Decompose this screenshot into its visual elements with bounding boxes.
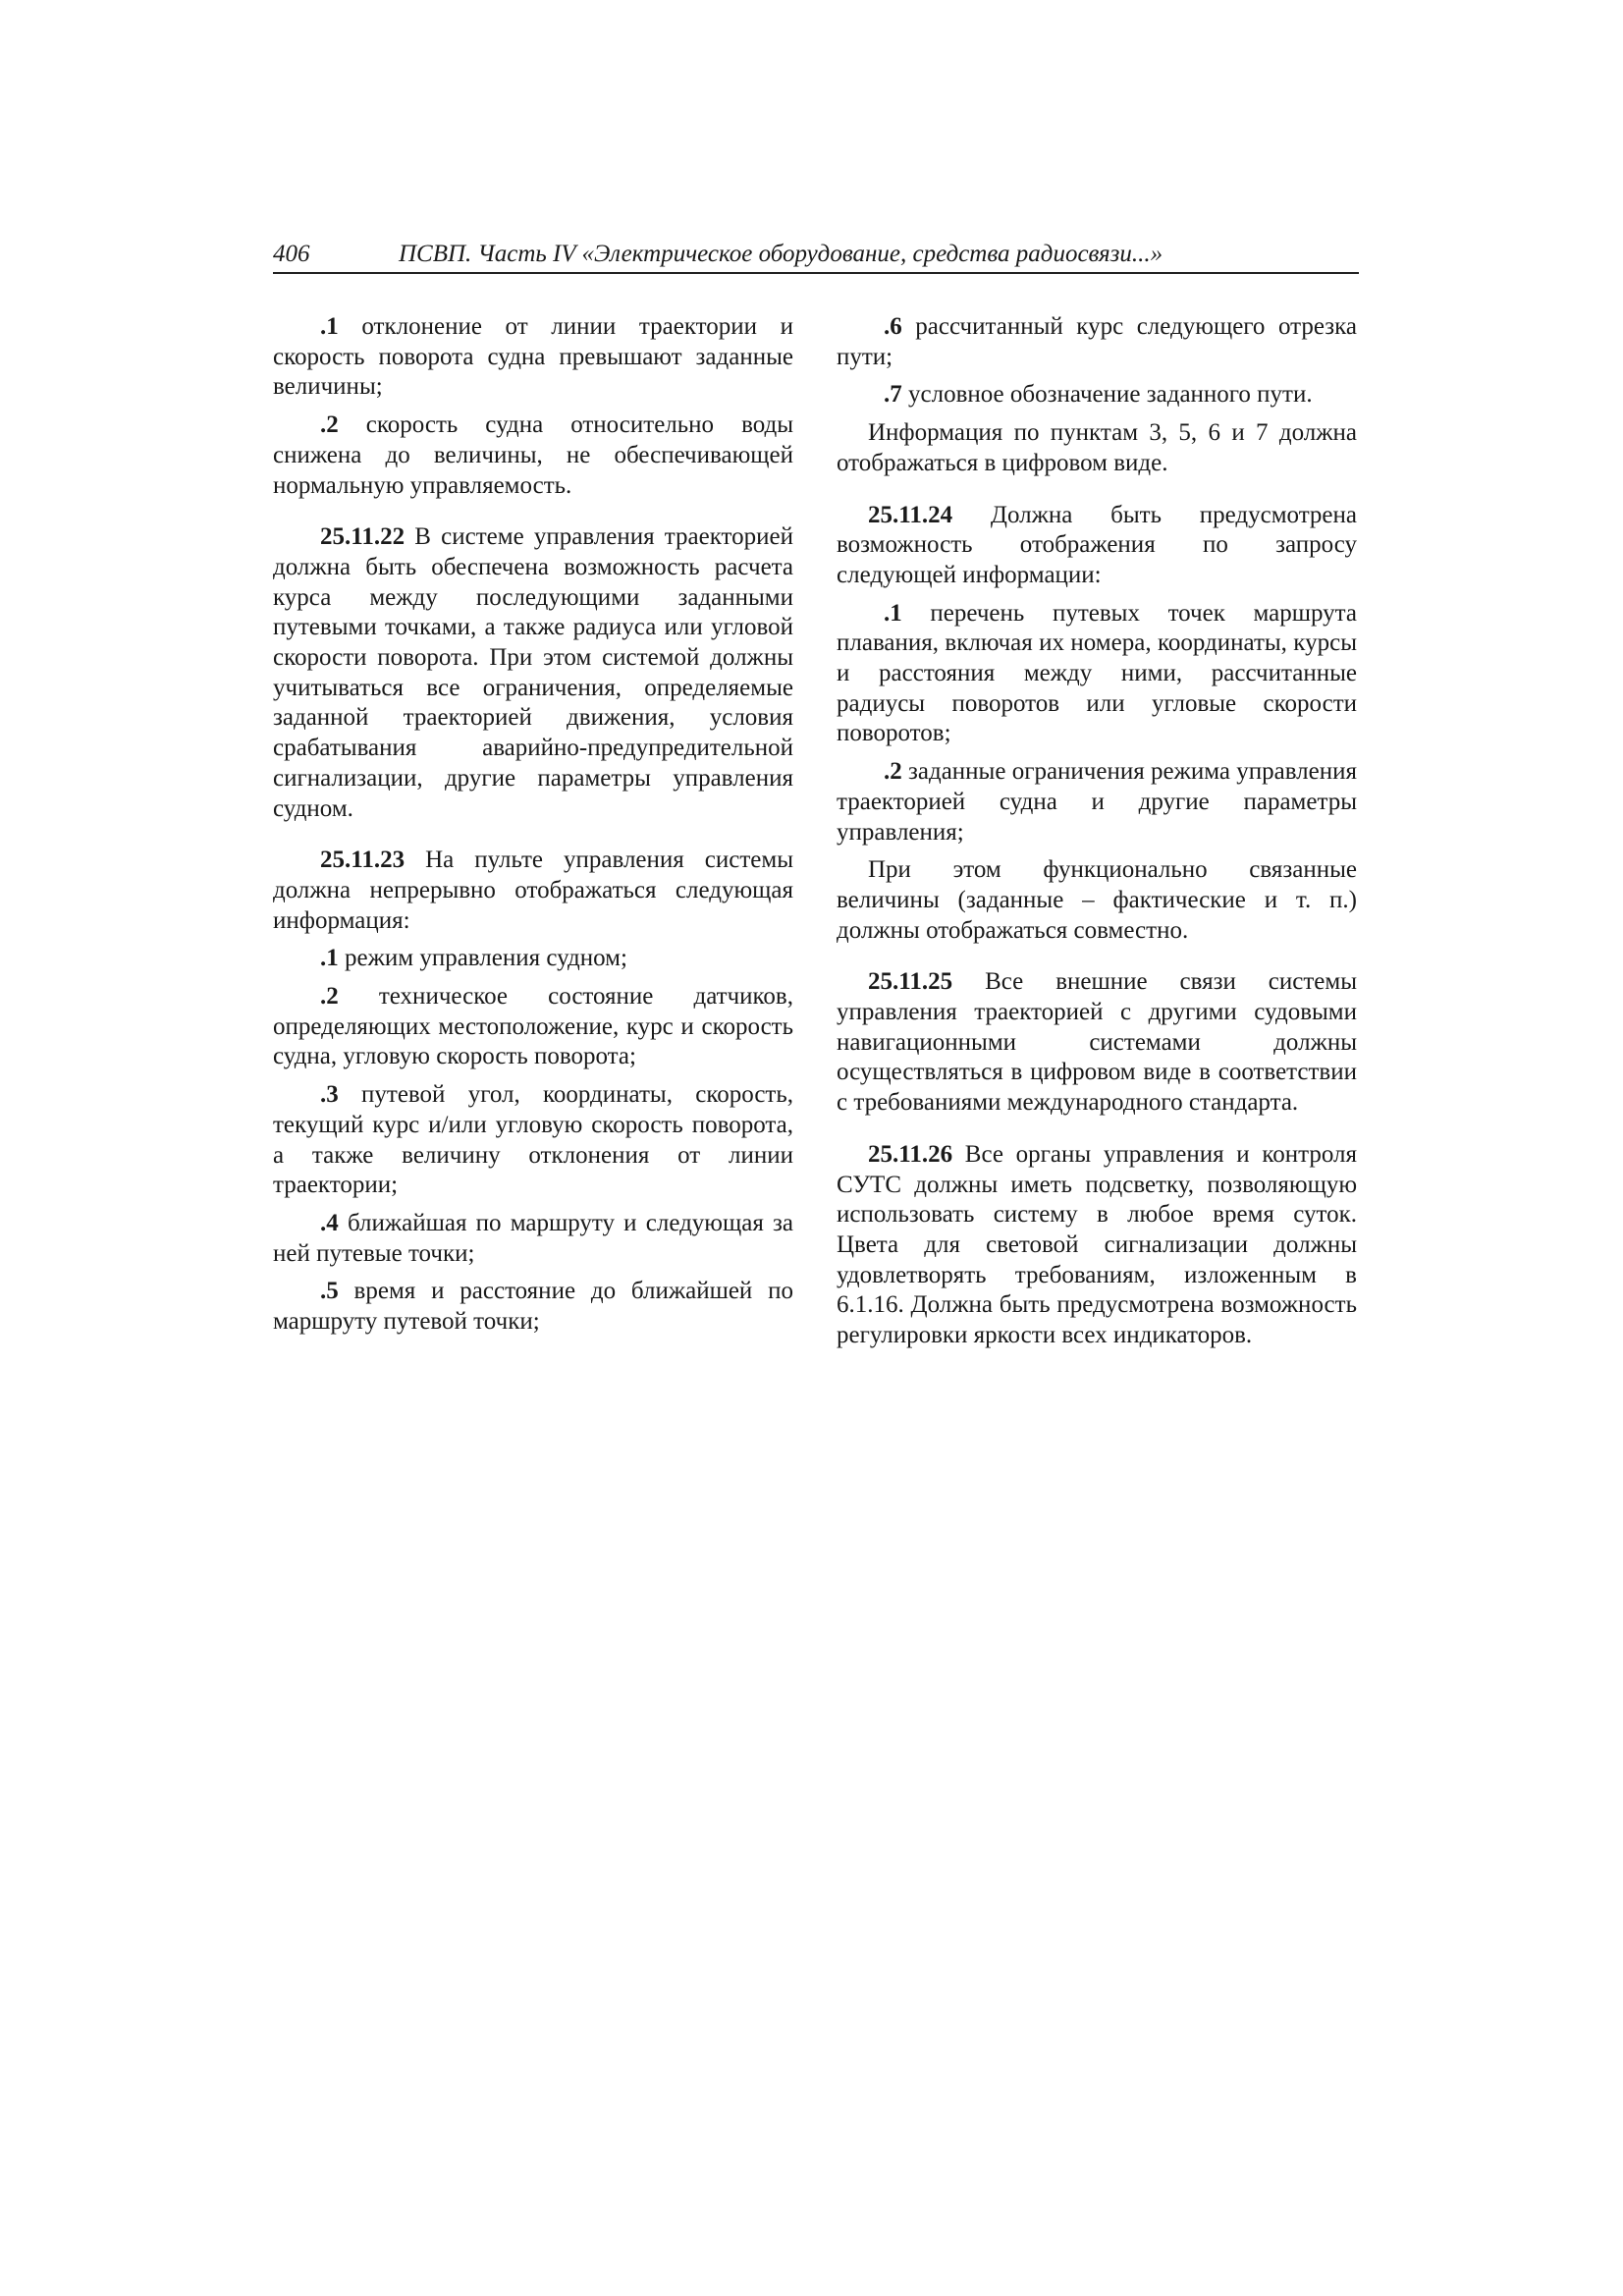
left-column [273,312,793,1345]
section-paragraph [273,846,793,936]
list-item [837,380,1357,410]
item-number: .2 [884,758,902,786]
item-number: .1 [320,313,339,340]
section-text: Все внешние связи системы управления траекторией с другими судовыми навигационными системами должны осуществляться в цифровом виде в соответствии с требованиями международного стандарта. [837,968,1357,1117]
list-item [273,944,793,974]
note-text: Информация по пунктам 3, 5, 6 и 7 должна отображаться в цифровом виде. [837,419,1357,476]
list-item [273,312,793,403]
item-number: .2 [320,411,339,439]
note-paragraph [837,855,1357,946]
section-number: 25.11.24 [868,501,953,528]
section-text: Все органы управления и контроля СУТС должны иметь подсветку, позволяющую использовать систему в любое время суток. Цвета для световой сигнализации должны удовлетворять требованиям, изложенным в 6.1.16. Должна быть предусмотрена возможность регулировки яркости всех индикаторов. [837,1140,1357,1349]
item-number: .7 [884,381,902,409]
item-text: время и расстояние до ближайшей по маршруту путевой точки; [273,1278,793,1336]
list-item [273,1080,793,1201]
list-item [837,757,1357,847]
section-text: На пульте управления системы должна непрерывно отображаться следующая информация: [273,847,793,934]
item-text: путевой угол, координаты, скорость, текущий курс и/или угловую скорость поворота, а также величину отклонения от линии траектории; [273,1081,793,1199]
section-number: 25.11.23 [320,847,406,874]
running-title: ПСВП. Часть IV «Электрическое оборудование, средства радиосвязи...» [399,241,1163,267]
list-item [273,982,793,1072]
item-text: ближайшая по маршруту и следующая за ней путевые точки; [273,1209,793,1267]
list-item [837,312,1357,372]
item-number: .6 [884,313,902,340]
section-number: 25.11.26 [868,1140,953,1168]
section-paragraph [273,522,793,824]
item-text: перечень путевых точек маршрута плавания, включая их номера, координаты, курсы и расстояния между ними, рассчитанные радиусы поворотов или угловые скорости поворотов; [837,599,1357,747]
list-item [273,410,793,501]
section-text: Должна быть предусмотрена возможность отображения по запросу следующей информации: [837,501,1357,588]
section-paragraph [837,967,1357,1119]
list-item [273,1209,793,1269]
list-item [273,1277,793,1337]
item-text: скорость судна относительно воды снижена до величины, не обеспечивающей нормальную управляемость. [273,411,793,499]
item-number: .1 [884,599,902,627]
item-number: .4 [320,1209,339,1236]
item-text: условное обозначение заданного пути. [901,381,1313,409]
item-text: режим управления судном; [338,945,627,972]
section-number: 25.11.25 [868,968,953,996]
section-text: В системе управления траекторией должна быть обеспечена возможность расчета курса между последующими заданными путевыми точками, а также радиуса или угловой скорости поворота. При этом системой должны учитываться все ограничения, определяемые заданной траекторией движения, условия срабатывания аварийно-предупредительной сигнализации, другие параметры управления судном. [273,523,793,822]
item-number: .2 [320,983,339,1011]
item-number: .5 [320,1278,339,1305]
section-paragraph [837,1140,1357,1351]
item-number: .1 [320,945,339,972]
item-number: .3 [320,1081,339,1109]
item-text: техническое состояние датчиков, определяющих местоположение, курс и скорость судна, угловую скорость поворота; [273,983,793,1070]
page-header [273,237,1359,274]
item-text: отклонение от линии траектории и скорость поворота судна превышают заданные величины; [273,313,793,401]
section-number: 25.11.22 [320,523,406,551]
right-column [837,312,1357,1359]
item-text: заданные ограничения режима управления траекторией судна и другие параметры управления; [837,758,1357,846]
note-text: При этом функционально связанные величины (заданные – фактические и т. п.) должны отображаться совместно. [837,856,1357,944]
note-paragraph [837,418,1357,478]
page-number: 406 [273,241,310,267]
section-paragraph [837,501,1357,591]
list-item [837,599,1357,750]
item-text: рассчитанный курс следующего отрезка пути; [837,313,1357,370]
